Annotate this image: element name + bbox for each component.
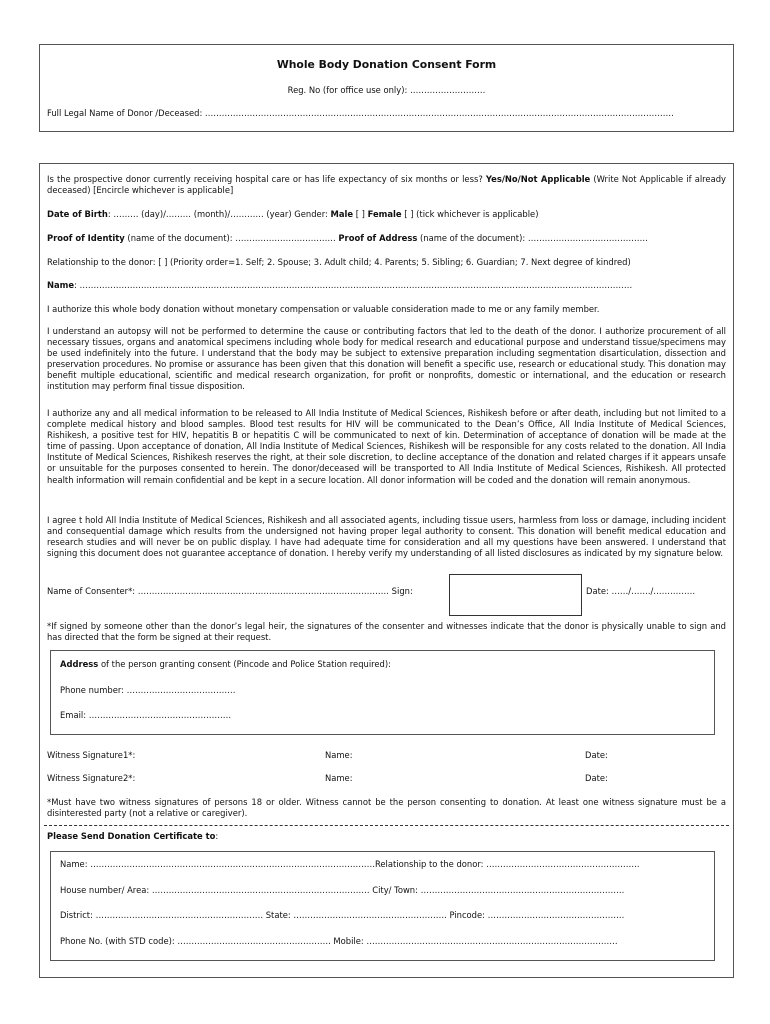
cert-district-field[interactable]: District: …………………………………………………… State: ………………………………………………. Pincode: …………………………………………. xyxy=(60,910,625,920)
email-field[interactable]: Email: …………………………………………… xyxy=(60,710,232,720)
cert-name-field[interactable]: Name: …………………………………………………………………………………………Relationship to the donor: ………………………………………………. xyxy=(60,859,640,869)
phone-number-field[interactable]: Phone number: ………………………………… xyxy=(60,685,236,695)
certificate-box xyxy=(50,851,715,961)
signature-box[interactable] xyxy=(449,574,582,616)
consenter-name-field[interactable]: Name of Consenter*: ……………………………………………………………………………… Sign: xyxy=(47,586,413,596)
witness2-signature-field[interactable]: Witness Signature2*: xyxy=(47,773,136,783)
witness1-date-field[interactable]: Date: xyxy=(585,750,608,760)
witness1-name-field[interactable]: Name: xyxy=(325,750,353,760)
proof-row: Proof of Identity (name of the document): ……………………………… Proof of Address (name of the document): ……………………………………. xyxy=(47,233,648,243)
name-field[interactable]: : ……………………………………………………………………………………………………………………………………………………………………………… xyxy=(74,280,633,290)
witness2-name-field[interactable]: Name: xyxy=(325,773,353,783)
witness-note: *Must have two witness signatures of persons 18 or older. Witness cannot be the person consenting to donation. At least one witness signature must be a disinterested party (not a relative or caregiver). xyxy=(47,797,726,819)
address-field[interactable]: Address of the person granting consent (Pincode and Police Station required): xyxy=(60,659,391,669)
dob-gender-row: Date of Birth: ……… (day)/……… (month)/………… (year) Gender: Male [ ] Female [ ] (tick whichever is applicable) xyxy=(47,209,539,219)
consenter-date-field[interactable]: Date: ……/……./…………… xyxy=(586,586,696,596)
female-checkbox[interactable]: [ ] xyxy=(404,209,414,219)
hospital-care-question: Is the prospective donor currently receiving hospital care or has life expectancy of six months or less? Yes/No/Not Applicable (Write Not Applicable if already deceased) [Encircle whichever is applicable] xyxy=(47,174,726,196)
donor-full-name-field[interactable]: Full Legal Name of Donor /Deceased: …………………………………………………………………………………………………………………………………………………… xyxy=(47,108,674,118)
address-box xyxy=(50,650,715,735)
paragraph-agreement: I agree t hold All India Institute of Medical Sciences, Rishikesh and all associated agents, including tissue users, harmless from loss or damage, including incident and consequential damage which results from the undersigned not having proper legal authority to consent. This donation will benefit medical education and research studies and will never be on public display. I have had adequate time for consideration and all my questions have been answered. I understand that signing this document does not guarantee acceptance of donation. I hereby verify my understanding of all listed disclosures as indicated by my signature below. xyxy=(47,515,726,559)
form-title: Whole Body Donation Consent Form xyxy=(276,58,497,71)
cert-house-field[interactable]: House number/ Area: …………………………………………………………………… City/ Town: ………………………………………………………………. xyxy=(60,885,625,895)
consenter-note: *If signed by someone other than the donor’s legal heir, the signatures of the consenter and witnesses indicate that the donor is physically unable to sign and has directed that the form be signed at their request. xyxy=(47,621,726,643)
paragraph-autopsy: I understand an autopsy will not be performed to determine the cause or contributing factors that led to the death of the donor. I authorize procurement of all necessary tissues, organs and anatomical specimens including whole body for medical research and educational purpose and understand tissue/specimens may be used indefinitely into the future. I understand that the body may be subject to extensive preparation including segmentation disarticulation, dissection and preservation procedures. No promise or assurance has been given that this donation will benefit a specific use, research or educational study. This donation may benefit multiple educational, scientific and medical research organization, for profit or nonprofits, domestic or international, and the education or research institution may perform final tissue disposition. xyxy=(47,326,726,392)
dob-field[interactable]: : ……… (day)/……… (month)/………… (year) Gender: xyxy=(107,209,328,219)
witness2-date-field[interactable]: Date: xyxy=(585,773,608,783)
name-row: Name: ……………………………………………………………………………………………………………………………………………………………………………… xyxy=(47,280,633,290)
relationship-field[interactable]: Relationship to the donor: [ ] (Priority order=1. Self; 2. Spouse; 3. Adult child; 4. Parents; 5. Sibling; 6. Guardian; 7. Next degree of kindred) xyxy=(47,257,631,267)
paragraph-authorize: I authorize this whole body donation without monetary compensation or valuable consideration made to me or any family member. xyxy=(47,304,600,314)
certificate-heading: Please Send Donation Certificate to: xyxy=(47,831,219,841)
male-checkbox[interactable]: [ ] xyxy=(355,209,365,219)
proof-of-address-field[interactable]: (name of the document): ……………………………………. xyxy=(420,233,648,243)
consent-body-box xyxy=(39,163,734,978)
paragraph-medical-info: I authorize any and all medical information to be released to All India Institute of Medical Sciences, Rishikesh before or after death, including but not limited to a complete medical history and blood samples. Blood test results for HIV will be communicated to the Dean’s Office, All India Institute of Medical Sciences, Rishikesh, a positive test for HIV, hepatitis B or hepatitis C will be communicated to next of kin. Determination of acceptance of donation will be made at the time of passing. Upon acceptance of donation, All India Institute of Medical Sciences, Rishikesh will be responsible for any costs related to the donation. All India Institute of Medical Sciences, Rishikesh reserves the right, at their sole discretion, to decline acceptance of the donation and related charges if it appears unsafe or unsuitable for the purposes consented to herein. The donor/deceased will be transported to All India Institute of Medical Sciences, Rishikesh. All protected health information will remain confidential and be kept in a secure location. All donor information will be coded and the donation will remain anonymous. xyxy=(47,408,726,485)
care-options[interactable]: Yes/No/Not Applicable xyxy=(485,174,591,184)
cert-phone-field[interactable]: Phone No. (with STD code): ………………………………………………. Mobile: ……………………………………………………………………………… xyxy=(60,936,618,946)
proof-of-identity-field[interactable]: (name of the document): ……………………………… xyxy=(127,233,336,243)
dashed-divider xyxy=(44,825,729,826)
reg-no-field[interactable]: Reg. No (for office use only): ……………………… xyxy=(287,85,486,95)
witness1-signature-field[interactable]: Witness Signature1*: xyxy=(47,750,136,760)
header-box xyxy=(39,44,734,132)
